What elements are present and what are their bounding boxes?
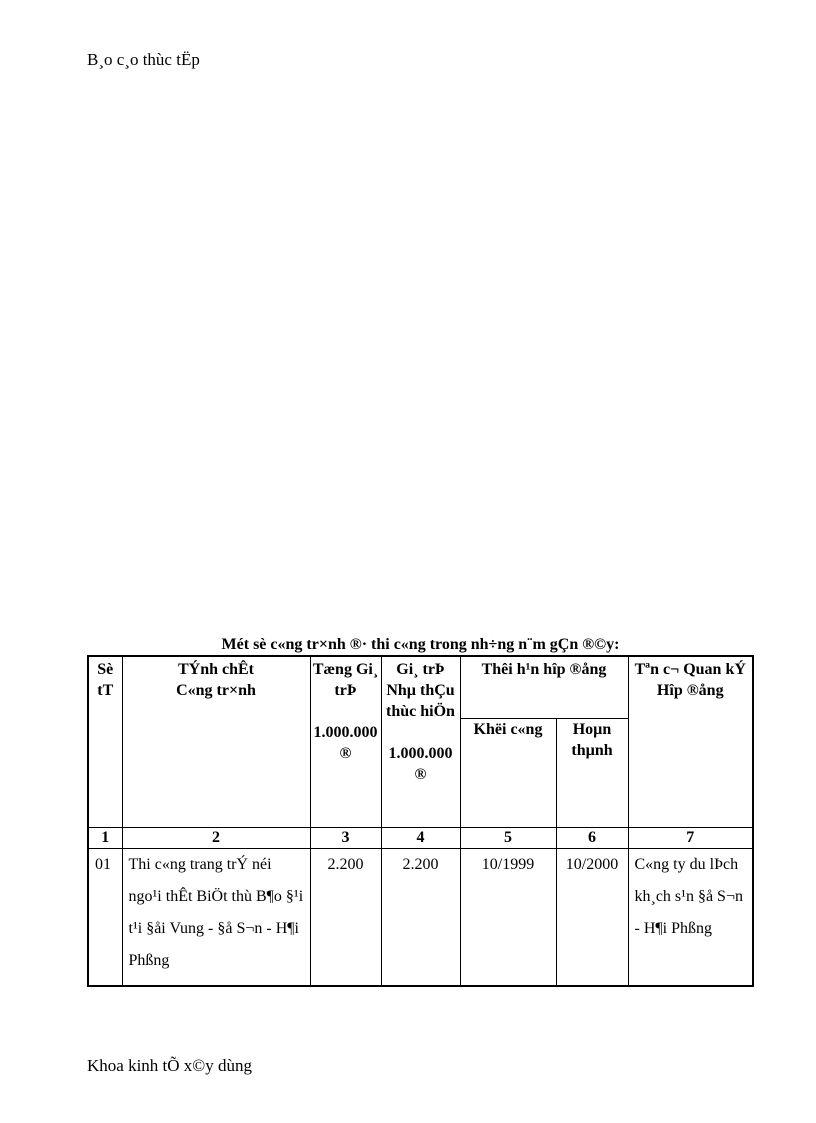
header-project-nature [122, 656, 310, 828]
cell-start-date: 10/1999 [460, 849, 556, 987]
cell-end-date: 10/2000 [556, 849, 628, 987]
column-number: 1 [88, 828, 122, 849]
table-row [88, 849, 753, 987]
header-contracting-agency: Tªn c¬ Quan kÝ Hîp ®ång [628, 656, 753, 828]
header-contractor-value [381, 656, 460, 828]
header-end-date: Hoµn thµnh [556, 718, 628, 827]
header-total-value-label: Tæng Gi¸ trÞ [312, 661, 379, 699]
column-number: 5 [460, 828, 556, 849]
header-serial-number: Sè tT [88, 656, 122, 828]
cell-serial-number: 01 [88, 849, 122, 987]
header-contractor-value-unit: 1.000.000 ® [388, 745, 453, 783]
page-footer: Khoa kinh tÕ x©y dùng [87, 1056, 252, 1075]
table-title: Mét sè c«ng tr×nh ®· thi c«ng trong nh÷ng n¨m gÇn ®©y: [221, 636, 620, 653]
header-total-value-unit: 1.000.000® [313, 724, 378, 762]
header-project-nature-line1: TÝnh chÊt [177, 661, 255, 678]
column-number: 2 [122, 828, 310, 849]
projects-table [87, 655, 754, 987]
cell-project-nature: Thi c«ng trang trÝ néi ngo¹i thÊt BiÖt thù B¶o §¹i t¹i §åi Vung - §å S¬n - H¶i Phßng [122, 849, 310, 987]
cell-contracting-agency: C«ng ty du lÞch kh¸ch s¹n §å S¬n - H¶i Phßng [628, 849, 753, 987]
page-header: B¸o c¸o thùc tËp [87, 50, 200, 69]
table-header-row [88, 656, 753, 718]
column-number-row [88, 828, 753, 849]
header-total-value [310, 656, 381, 828]
header-contractor-value-label: Gi¸ trÞ Nhµ thÇu thùc hiÖn [386, 661, 455, 720]
column-number: 4 [381, 828, 460, 849]
column-number: 7 [628, 828, 753, 849]
column-number: 6 [556, 828, 628, 849]
header-start-date: Khëi c«ng [460, 718, 556, 827]
header-contract-period: Thêi h¹n hîp ®ång [460, 656, 628, 718]
cell-total-value: 2.200 [310, 849, 381, 987]
header-project-nature-line2: C«ng tr×nh [176, 682, 256, 699]
cell-contractor-value: 2.200 [381, 849, 460, 987]
column-number: 3 [310, 828, 381, 849]
